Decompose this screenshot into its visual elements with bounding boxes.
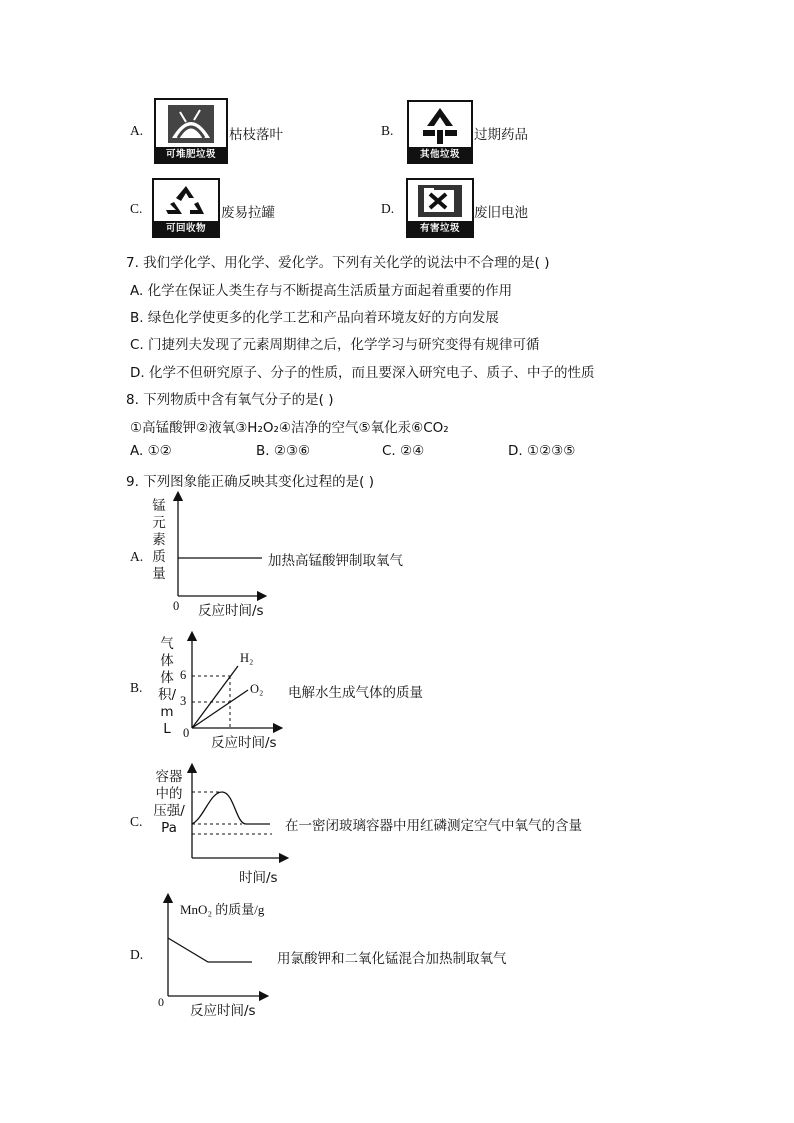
recyclable-bin-sign: [152, 178, 220, 238]
q9-graph-a-caption: 加热高锰酸钾制取氧气: [268, 553, 403, 569]
q9-graph-d-curve: [168, 938, 252, 962]
hazardous-icon: [408, 180, 472, 221]
q9-graph-d-xlabel: 反应时间/s: [190, 1003, 256, 1019]
q7-option-d[interactable]: D. 化学不但研究原子、分子的性质，而且要深入研究电子、质子、中子的性质: [130, 365, 595, 381]
q9-graph-d-ylabel: MnO₂ 的质量/g: [180, 902, 265, 917]
compost-bin-sign: [154, 98, 228, 164]
q8-stem: 8. 下列物质中含有氧气分子的是( ): [126, 392, 334, 408]
q9-graph-b-h2-line: [192, 666, 238, 728]
q9-graph-b-xlabel: 反应时间/s: [211, 735, 277, 751]
hazardous-bin-label: 有害垃圾: [408, 221, 472, 236]
q9-graph-c-curve: [192, 792, 270, 824]
q9-graph-b-axes: [180, 630, 284, 736]
q8-option-d[interactable]: D. ①②③⑤: [508, 443, 576, 459]
q9-graph-a-xlabel: 反应时间/s: [198, 603, 264, 619]
q9-graph-c-caption: 在一密闭玻璃容器中用红磷测定空气中氧气的含量: [285, 818, 582, 834]
q7-option-a[interactable]: A. 化学在保证人类生存与不断提高生活质量方面起着重要的作用: [130, 283, 513, 299]
q9-graph-d-letter[interactable]: D.: [130, 947, 144, 962]
q6-option-d-item: 废旧电池: [474, 205, 528, 221]
q9-graph-c-ylabel: 容器中的压强/Pa: [153, 769, 185, 836]
q9-graph-b-ylabel: 气体体积/mL: [158, 636, 177, 737]
other-waste-bin-label: 其他垃圾: [409, 147, 471, 162]
q9-graph-b-o2-line: [192, 690, 248, 728]
compost-icon: [156, 100, 226, 147]
q6-option-a-letter[interactable]: A.: [130, 123, 144, 138]
q8-option-a[interactable]: A. ①②: [130, 443, 172, 459]
recyclable-bin-label: 可回收物: [154, 221, 218, 236]
q6-option-b-item: 过期药品: [474, 127, 528, 143]
q6-option-a-item: 枯枝落叶: [229, 127, 283, 143]
q9-graph-b-series-h2: H₂: [240, 651, 254, 665]
hazardous-bin-sign: [406, 178, 474, 238]
q9-stem: 9. 下列图象能正确反映其变化过程的是( ): [126, 474, 374, 490]
q9-graph-b-series-o2: O₂: [250, 682, 264, 696]
q8-substance-list: ①高锰酸钾②液氧③H₂O₂④洁净的空气⑤氧化汞⑥CO₂: [130, 420, 449, 436]
q9-graph-a-origin: 0: [173, 599, 180, 613]
q9-graph-b-caption: 电解水生成气体的质量: [288, 685, 423, 701]
q9-graph-a-axes: [170, 490, 270, 602]
q9-graph-c-xlabel: 时间/s: [239, 870, 278, 886]
q9-graph-a-letter[interactable]: A.: [130, 549, 144, 564]
q8-option-c[interactable]: C. ②④: [382, 443, 425, 459]
q7-option-c[interactable]: C. 门捷列夫发现了元素周期律之后，化学学习与研究变得有规律可循: [130, 337, 540, 353]
q6-option-c-item: 废易拉罐: [221, 205, 275, 221]
other-waste-icon: [409, 102, 471, 147]
q7-stem: 7. 我们学化学、用化学、爱化学。下列有关化学的说法中不合理的是( ): [126, 255, 550, 271]
q9-graph-b-letter[interactable]: B.: [130, 680, 143, 695]
q9-graph-b-tick-3: 3: [180, 694, 187, 708]
compost-bin-label: 可堆肥垃圾: [156, 147, 226, 162]
q9-graph-a-ylabel: 锰元素质量: [152, 498, 166, 582]
q9-graph-d-origin: 0: [158, 995, 164, 1009]
q7-option-b[interactable]: B. 绿色化学使更多的化学工艺和产品向着环境友好的方向发展: [130, 310, 499, 326]
q9-graph-b-tick-6: 6: [180, 668, 187, 682]
q8-option-b[interactable]: B. ②③⑥: [256, 443, 311, 459]
other-waste-bin-sign: [407, 100, 473, 164]
q6-option-d-letter[interactable]: D.: [381, 201, 395, 216]
q6-option-b-letter[interactable]: B.: [381, 123, 394, 138]
q9-graph-b-origin: 0: [183, 726, 190, 740]
recycle-icon: [154, 180, 218, 221]
q9-graph-c-letter[interactable]: C.: [130, 814, 143, 829]
q9-graph-d-caption: 用氯酸钾和二氧化锰混合加热制取氧气: [277, 951, 507, 967]
q6-option-c-letter[interactable]: C.: [130, 201, 143, 216]
q9-graph-c-axes: [182, 762, 290, 864]
